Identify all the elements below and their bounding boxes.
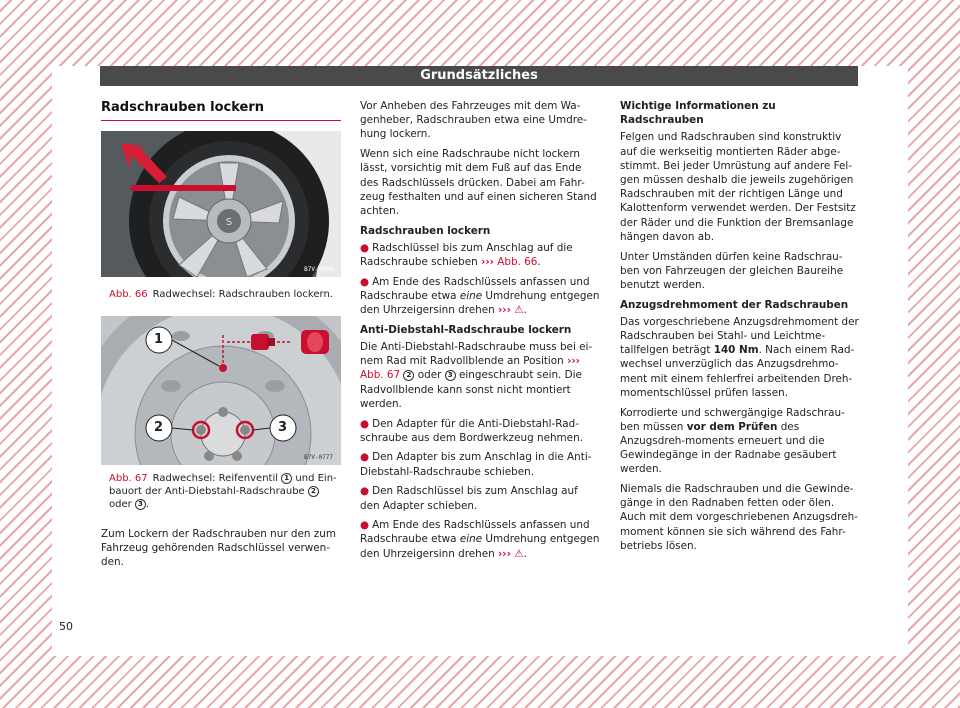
paragraph-text: Korrodierte und schwergängige Radschrau-ben müssen — [620, 406, 845, 433]
figure-caption: Abb. 67 Radwechsel: Reifenventil 1 und Ein-bauort der Anti-Diebstahl-Radschraube 2 oder 3 . — [109, 473, 337, 510]
callout-1: 1 — [154, 332, 164, 347]
figure-steel-wheel — [101, 316, 341, 465]
svg-text:S: S — [225, 217, 233, 228]
bullet-icon: ● — [360, 275, 370, 288]
figure-wheel-wrench — [101, 131, 341, 277]
bullet-text: Den Adapter bis zum Anschlag in die Anti-Diebstahl-Radschraube schieben. — [360, 451, 592, 478]
paragraph-text: eingeschraubt sein. Die Radvollblende kann sonst nicht montiert werden. — [360, 369, 582, 410]
bullet-text: Umdrehung entgegen den Uhrzeigersinn drehen — [360, 533, 600, 560]
callout-number: 3 — [445, 370, 456, 381]
paragraph-text: Die Anti-Diebstahl-Radschraube muss bei ei-nem Rad mit Radvollblende an Position — [360, 341, 593, 368]
paragraph: Felgen und Radschrauben sind konstruktiv auf die werkseitig montierten Räder abge-stimmt. Bei jeder Umrüstung auf andere Fel-gen müssen deshalb die jeweils zugehörigen Radschrauben mit der richtigen Länge und Kalottenform verwendet werden. Der Festsitz der Räder und die Funktion der Bremsanlage hängen davon ab. — [620, 131, 856, 243]
bullet-text: Am Ende des Radschlüssels anfassen und Radschraube etwa — [360, 519, 590, 546]
caption-text: Radwechsel: Reifenventil — [152, 473, 279, 484]
paragraph: Wenn sich eine Radschraube nicht lockern lässt, vorsichtig mit dem Fuß auf das Ende des Radschlüssels drücken. Dabei am Fahr-zeug festhalten und auf einen sicheren Stand achten. — [360, 148, 597, 217]
callout-number: 1 — [281, 473, 292, 484]
section-rule — [101, 120, 341, 121]
reference-arrows-icon: ››› — [498, 304, 511, 317]
subheading: Wichtige Informationen zu Radschrauben — [620, 100, 776, 127]
bullet-text: Umdrehung entgegen den Uhrzeigersinn drehen — [360, 289, 600, 317]
paragraph-text: . Nach einem Rad-wechsel unverzüglich das Anzugsdrehmo-ment mit einem fehlerfrei arbeitenden Dreh-momentschlüssel prüfen lassen. — [620, 344, 855, 399]
paragraph: Niemals die Radschrauben und die Gewinde-gänge in den Radnaben fetten oder ölen. Auch mit dem vorgeschriebenen Anzugsdreh-moment können sie sich während des Fahr-betriebs lösen. — [620, 483, 858, 552]
reference-arrows-icon: ››› — [498, 547, 511, 560]
reference-arrows-icon: ››› — [481, 256, 494, 269]
column-left-text — [101, 527, 341, 575]
bullet-icon: ● — [360, 241, 370, 254]
figure-label: Abb. 67 — [109, 473, 148, 484]
bullet-icon: ● — [360, 451, 370, 464]
reference-arrows-icon: ››› — [567, 355, 580, 368]
page-number: 50 — [59, 620, 73, 633]
figure-link[interactable]: Abb. 67 — [360, 369, 401, 382]
figure-code: B7V-0777 — [304, 454, 333, 461]
bullet-text: Radschlüssel bis zum Anschlag auf die Radschraube schieben — [360, 241, 573, 269]
figure-label: Abb. 66 — [109, 289, 148, 300]
section-title: Radschrauben lockern — [101, 100, 265, 115]
emphasis-text: eine — [459, 533, 483, 546]
wheel-wrench-illustration — [101, 131, 341, 277]
bullet-item — [360, 484, 600, 512]
paragraph-text: Das vorgeschriebene Anzugsdrehmoment der Radschrauben bei Stahl- und Leichtme-tallfelgen beträgt — [620, 315, 859, 357]
bullet-item: ● Am Ende des Radschlüssels anfassen und Radschraube etwa eine Umdrehung entgegen den Uhrzeigersinn drehen ››› ⚠. — [360, 519, 600, 560]
callout-2: 2 — [154, 420, 164, 435]
paragraph-text: oder — [417, 369, 442, 382]
paragraph — [620, 406, 860, 477]
subheading: Radschrauben lockern — [360, 224, 491, 237]
caption-text: und Ein-bauort der Anti-Diebstahl-Radschraube — [109, 473, 337, 497]
bullet-icon: ● — [360, 485, 370, 498]
bullet-item: ● Radschlüssel bis zum Anschlag auf die Radschraube schieben ››› Abb. 66. — [360, 241, 573, 269]
bullet-text: Den Radschlüssel bis zum Anschlag auf den Adapter schieben. — [360, 485, 578, 512]
steel-wheel-illustration — [101, 316, 341, 465]
column-middle — [360, 99, 600, 566]
callout-number: 2 — [403, 370, 414, 381]
warning-icon[interactable]: ⚠ — [514, 304, 524, 317]
paragraph-text: des Anzugsdreh-moments erneuert und die Gewindegänge in der Radnabe gesäubert werden. — [620, 420, 837, 476]
bullet-item: ● Am Ende des Radschlüssels anfassen und Radschraube etwa eine Umdrehung entgegen den Uhrzeigersinn drehen ››› ⚠. — [360, 275, 600, 317]
paragraph: Unter Umständen dürfen keine Radschrau-ben von Fahrzeugen der gleichen Baureihe benutzt werden. — [620, 250, 844, 291]
paragraph — [360, 340, 600, 411]
emphasis-text: eine — [459, 289, 483, 302]
callout-number: 2 — [308, 486, 319, 497]
paragraph: Vor Anheben des Fahrzeuges mit dem Wa-genheber, Radschrauben etwa eine Umdre-hung lockern. — [360, 100, 587, 141]
bullet-icon: ● — [360, 417, 370, 430]
subheading: Anti-Diebstahl-Radschraube lockern — [360, 323, 572, 336]
bullet-item — [360, 450, 600, 478]
paragraph: Zum Lockern der Radschrauben nur den zum Fahrzeug gehörenden Radschlüssel verwen-den. — [101, 528, 336, 569]
torque-value: 140 Nm — [713, 344, 759, 357]
callout-3: 3 — [278, 420, 288, 435]
figure-caption — [109, 288, 341, 301]
bullet-icon: ● — [360, 519, 370, 532]
paragraph — [620, 315, 860, 400]
figure-link[interactable]: Abb. 66 — [497, 256, 538, 269]
bullet-text: Am Ende des Radschlüssels anfassen und Radschraube etwa — [360, 275, 590, 302]
caption-text: Radwechsel: Radschrauben lockern. — [152, 289, 333, 300]
emphasis-text: vor dem Prüfen — [686, 420, 778, 433]
figure-code: B7V-0856 — [304, 266, 333, 273]
page-header: Grundsätzliches — [100, 66, 858, 86]
warning-icon[interactable]: ⚠ — [514, 547, 524, 560]
subheading: Anzugsdrehmoment der Radschrauben — [620, 298, 849, 311]
column-right — [620, 99, 860, 559]
callout-number: 3 — [135, 499, 146, 510]
bullet-text: Den Adapter für die Anti-Diebstahl-Rad-schraube aus dem Bordwerkzeug nehmen. — [360, 417, 583, 444]
caption-text: oder — [109, 499, 132, 510]
bullet-item — [360, 417, 600, 445]
